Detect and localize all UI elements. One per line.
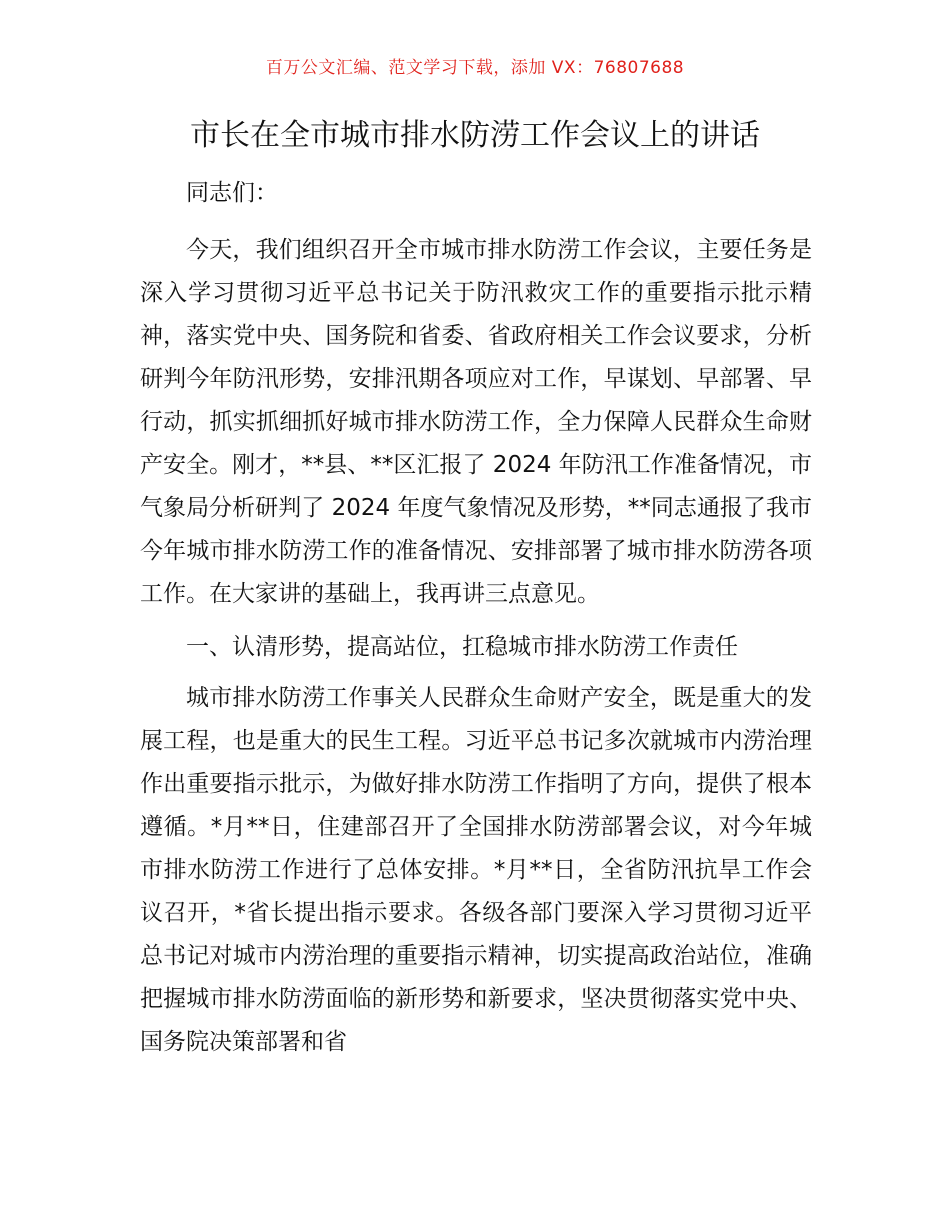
- salutation: 同志们：: [186, 180, 278, 206]
- paragraph-intro: 今天，我们组织召开全市城市排水防涝工作会议，主要任务是深入学习贯彻习近平总书记关于防汛救灾工作的重要指示批示精神，落实党中央、国务院和省委、省政府相关工作会议要求，分析研判今年防汛形势，安排汛期各项应对工作，早谋划、早部署、早行动，抓实抓细抓好城市排水防涝工作，全力保障人民群众生命财产安全。刚才，**县、**区汇报了 2024 年防汛工作准备情况，市气象局分析研判了 2024 年度气象情况及形势，**同志通报了我市今年城市排水防涝工作的准备情况、安排部署了城市排水防涝各项工作。在大家讲的基础上，我再讲三点意见。: [140, 237, 812, 607]
- document-title: 市长在全市城市排水防涝工作会议上的讲话: [190, 118, 760, 153]
- paragraph-section-1: 城市排水防涝工作事关人民群众生命财产安全，既是重大的发展工程，也是重大的民生工程。习近平总书记多次就城市内涝治理作出重要指示批示，为做好排水防涝工作指明了方向，提供了根本遵循。*月**日，住建部召开了全国排水防涝部署会议，对今年城市排水防涝工作进行了总体安排。*月**日，全省防汛抗旱工作会议召开，*省长提出指示要求。各级各部门要深入学习贯彻习近平总书记对城市内涝治理的重要指示精神，切实提高政治站位，准确把握城市排水防涝面临的新形势和新要求，坚决贯彻落实党中央、国务院决策部署和省: [140, 685, 812, 1055]
- header-banner: 百万公文汇编、范文学习下载，添加 VX：76807688: [265, 58, 685, 78]
- section-heading-1: 一、认清形势，提高站位，扛稳城市排水防涝工作责任: [186, 634, 738, 660]
- document-body: [140, 172, 812, 1074]
